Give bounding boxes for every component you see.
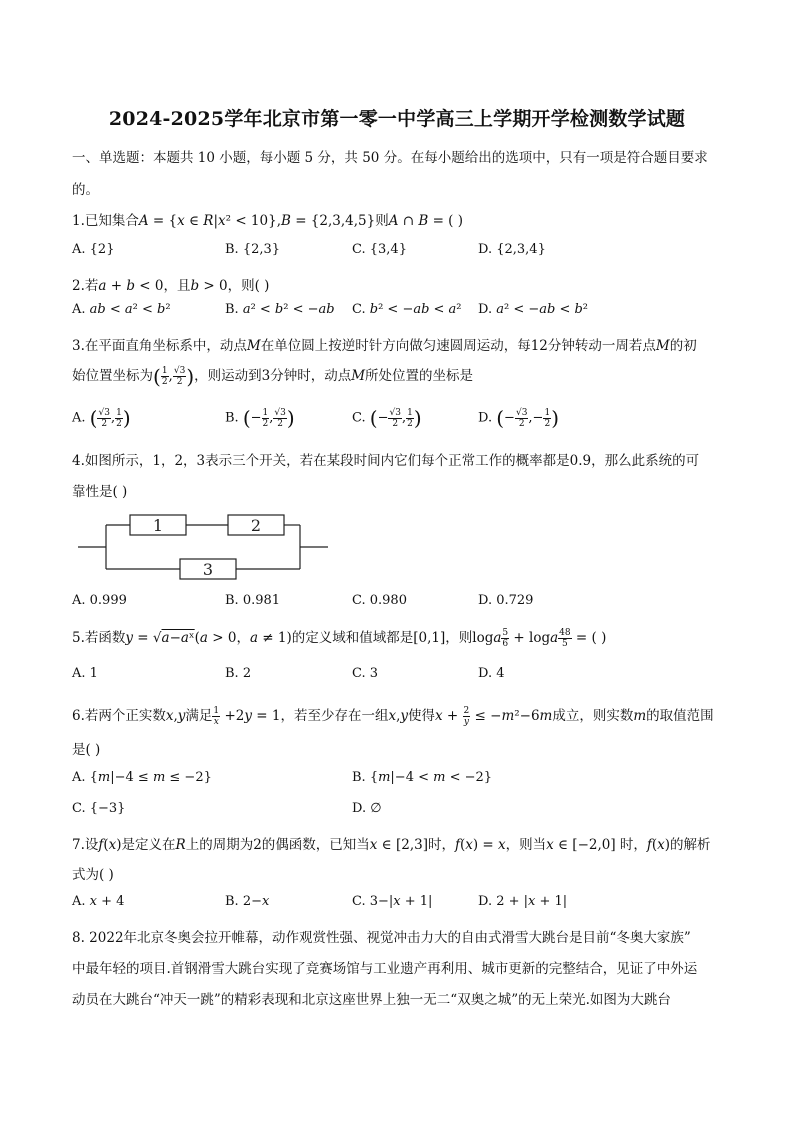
q7-option-a: A. 𝑥 + 4 (72, 894, 125, 909)
question-4-stem-line2: 靠性是( ) (72, 484, 128, 500)
page-title: 2024-2025学年北京市第一零一中学高三上学期开学检测数学试题 (108, 108, 686, 130)
q4-option-d: D. 0.729 (478, 593, 534, 608)
question-6-stem-line2: 是( ) (72, 742, 101, 758)
question-3-stem-line2: 始位置坐标为( $\frac{1}{2}$ , $\frac{√3}{2}$ )，则运动到3分钟时，动点𝑀所处位置的坐标是 (72, 364, 474, 389)
q1-option-b: B. {2,3} (225, 242, 281, 257)
question-8-line3: 动员在大跳台“冲天一跳”的精彩表现和北京这座世界上独一无二“双奥之城”的无上荣光.如图为大跳台 (72, 992, 671, 1008)
section-heading-line1: 一、单选题：本题共 10 小题，每小题 5 分，共 50 分。在每小题给出的选项中，只有一项是符合题目要求 (72, 150, 708, 166)
q3-stem-prefix: 始位置坐标为 (72, 368, 153, 384)
switch-circuit-diagram (78, 505, 328, 585)
question-1-stem: 1.已知集合𝐴 = {𝑥 ∈ 𝑅|𝑥² < 10},𝐵 = {2,3,4,5}则𝐴 ∩ 𝐵 = ( ) (72, 213, 463, 229)
question-6-stem-line1: 6.若两个正实数𝑥,𝑦满足 $\frac{1}{\text{𝑥}}$ +2𝑦 = 1，若至少存在一组𝑥,𝑦使得𝑥 + $\frac{2}{\text{𝑦}}$ ≤ −𝑚²−6𝑚成立，则实数𝑚的取值范围 (72, 706, 714, 727)
q6-option-a: A. {𝑚|−4 ≤ 𝑚 ≤ −2} (72, 770, 212, 785)
q2-option-c: C. 𝑏² < −𝑎𝑏 < 𝑎² (352, 302, 462, 317)
q5-option-b: B. 2 (225, 666, 252, 681)
q7-option-d: D. 2 + |𝑥 + 1| (478, 894, 568, 909)
q3-option-a: A. ( $\frac{√3}{2}$ , $\frac{1}{2}$ ) (72, 406, 131, 430)
question-3-stem-line1: 3.在平面直角坐标系中，动点𝑀在单位圆上按逆时针方向做匀速圆周运动，每12分钟转动一周若点𝑀的初 (72, 338, 697, 354)
switch-1-label: 1 (152, 516, 164, 535)
q5-option-a: A. 1 (72, 666, 98, 681)
q6-option-c: C. {−3} (72, 801, 126, 816)
q3-stem-suffix: ，则运动到3分钟时，动点𝑀所处位置的坐标是 (194, 368, 474, 384)
question-8-line1: 8. 2022年北京冬奥会拉开帷幕，动作观赏性强、视觉冲击力大的自由式滑雪大跳台是目前“冬奥大家族” (72, 930, 691, 946)
q5-option-c: C. 3 (352, 666, 379, 681)
question-5-stem: 5.若函数𝑦 = √𝑎−𝑎ˣ(𝑎 > 0，𝑎 ≠ 1)的定义域和值域都是[0,1]，则log𝑎 $\frac{5}{6}$ + log𝑎 $\frac{48}{5}$ = ( ) (72, 628, 607, 649)
q2-option-b: B. 𝑎² < 𝑏² < −𝑎𝑏 (225, 302, 335, 317)
q5-option-d: D. 4 (478, 666, 505, 681)
q6-option-d: D. ∅ (352, 801, 382, 816)
question-8-line2: 中最年轻的项目.首钢滑雪大跳台实现了竞赛场馆与工业遗产再利用、城市更新的完整结合，见证了中外运 (72, 961, 698, 977)
q7-option-b: B. 2−𝑥 (225, 894, 270, 909)
q6-option-b: B. {𝑚|−4 < 𝑚 < −2} (352, 770, 493, 785)
q2-option-d: D. 𝑎² < −𝑎𝑏 < 𝑏² (478, 302, 588, 317)
switch-3-label: 3 (202, 560, 214, 579)
q1-option-a: A. {2} (72, 242, 115, 257)
q4-option-c: C. 0.980 (352, 593, 407, 608)
section-heading-line2: 的。 (72, 182, 99, 198)
q1-option-d: D. {2,3,4} (478, 242, 546, 257)
q3-option-d: D. (− $\frac{√3}{2}$ ,− $\frac{1}{2}$ ) (478, 406, 559, 430)
question-7-stem-line2: 式为( ) (72, 867, 114, 883)
q3-option-c: C. (− $\frac{√3}{2}$ , $\frac{1}{2}$ ) (352, 406, 422, 430)
q7-option-c: C. 3−|𝑥 + 1| (352, 894, 433, 909)
q2-option-a: A. 𝑎𝑏 < 𝑎² < 𝑏² (72, 302, 171, 317)
switch-2-label: 2 (250, 516, 262, 535)
question-7-stem-line1: 7.设𝑓(𝑥)是定义在𝑅上的周期为2的偶函数，已知当𝑥 ∈ [2,3]时，𝑓(𝑥) = 𝑥，则当𝑥 ∈ [−2,0] 时，𝑓(𝑥)的解析 (72, 837, 711, 853)
q4-option-b: B. 0.981 (225, 593, 281, 608)
q1-option-c: C. {3,4} (352, 242, 407, 257)
q3-option-b: B. (− $\frac{1}{2}$ , $\frac{√3}{2}$ ) (225, 406, 295, 430)
question-2-stem: 2.若𝑎 + 𝑏 < 0，且𝑏 > 0，则( ) (72, 278, 270, 294)
question-4-stem-line1: 4.如图所示，1，2，3表示三个开关，若在某段时间内它们每个正常工作的概率都是0.9，那么此系统的可 (72, 453, 700, 469)
q4-option-a: A. 0.999 (72, 593, 127, 608)
